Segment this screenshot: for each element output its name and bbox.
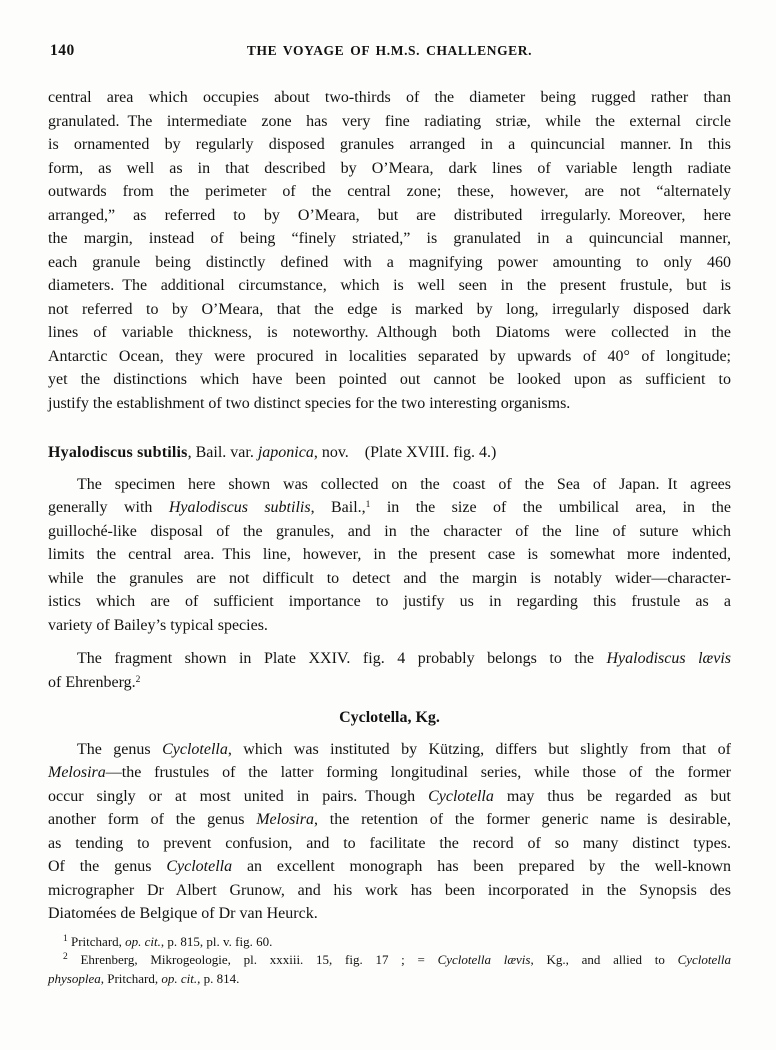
text-line: of Ehrenberg.$^2$	[48, 673, 141, 691]
text-line: while the granules are not difficult to detect and the margin is notably wider—character-	[48, 569, 731, 587]
text-line: lines of variable thickness, is noteworthy. Although both Diatoms were collected in the	[48, 324, 731, 341]
text-line: The fragment shown in Plate XXIV. fig. 4 probably belongs to the Hyalodiscus lævis	[77, 650, 732, 667]
page-body	[48, 86, 731, 926]
text-line: outwards from the perimeter of the central zone; these, however, are not “alternately	[48, 183, 731, 200]
text-line: istics which are of sufficient importance to justify us in regarding this frustule as a	[48, 593, 731, 610]
genus-paragraph	[48, 738, 731, 926]
text-line: Cyclotella, Kg.	[339, 709, 440, 726]
species-paragraph	[48, 473, 731, 638]
text-line: The specimen here shown was collected on the coast of the Sea of Japan. It agrees	[77, 475, 731, 493]
text-line: form, as well as in that described by O’Meara, dark lines of variable length radiate	[48, 159, 731, 177]
text-line: Of the genus Cyclotella an excellent monograph has been prepared by the well-known	[48, 858, 731, 875]
text-line: $^1$ Pritchard, op. cit., p. 815, pl. v. fig. 60.	[63, 933, 273, 949]
footnote-marker: 2	[135, 674, 141, 685]
footnote-marker: 1	[63, 933, 68, 944]
text-line: Hyalodiscus subtilis, Bail. var. japonica, nov. (Plate XVIII. fig. 4.)	[48, 444, 497, 461]
page-header	[48, 42, 731, 60]
text-line: the margin, instead of being “finely striated,” is granulated in a quincuncial manner,	[48, 230, 731, 247]
species-section-heading	[48, 441, 731, 465]
text-line: occur singly or at most united in pairs. Though Cyclotella may thus be regarded as but	[48, 787, 731, 805]
footnote-marker: 2	[63, 952, 68, 962]
text-line: limits the central area. This line, however, in the present case is somewhat more indented,	[48, 546, 731, 563]
text-line: central area which occupies about two-thirds of the diameter being rugged rather than	[48, 89, 731, 106]
text-line: another form of the genus Melosira, the retention of the former generic name is desirable,	[48, 811, 732, 828]
intro-paragraph	[48, 86, 731, 415]
text-line: physoplea, Pritchard, op. cit., p. 814.	[48, 970, 240, 986]
page-number: 140	[50, 42, 75, 59]
text-line: granulated. The intermediate zone has very fine radiating striæ, while the external circle	[48, 112, 731, 130]
text-line: Melosira—the frustules of the latter forming longitudinal series, while those of the former	[48, 764, 731, 781]
text-line: justify the establishment of two distinct species for the two interesting organisms.	[48, 394, 571, 412]
text-line: each granule being distinctly defined with a magnifying power amounting to only 460	[48, 253, 731, 271]
text-line: is ornamented by regularly disposed granules arranged in a quincuncial manner. In this	[48, 136, 731, 153]
text-line: guilloché-like disposal of the granules, and in the character of the line of suture which	[48, 522, 731, 540]
text-line: Diatomées de Belgique of Dr van Heurck.	[48, 905, 318, 922]
fragment-paragraph	[48, 647, 731, 694]
text-line: generally with Hyalodiscus subtilis, Bail.,$^1$ in the size of the umbilical area, in the	[48, 499, 732, 516]
text-line: Antarctic Ocean, they were procured in localities separated by upwards of 40° of longitude;	[48, 347, 731, 365]
text-line: The genus Cyclotella, which was instituted by Kützing, differs but slightly from that of	[77, 740, 732, 758]
text-line: as tending to prevent confusion, and to facilitate the record of so many distinct types.	[48, 834, 731, 852]
text-line: diameters. The additional circumstance, which is well seen in the present frustule, but is	[48, 277, 731, 294]
footnote-marker: 1	[365, 500, 371, 510]
footnote-1	[48, 933, 731, 952]
text-line: not referred to by O’Meara, that the edge is marked by long, irregularly disposed dark	[48, 300, 731, 318]
footnotes	[48, 933, 731, 989]
running-title: THE VOYAGE OF H.M.S. CHALLENGER.	[246, 43, 533, 58]
text-line: variety of Bailey’s typical species.	[48, 616, 268, 634]
text-line: yet the distinctions which have been pointed out cannot be looked upon as sufficient to	[48, 371, 731, 388]
text-line: micrographer Dr Albert Grunow, and his work has been incorporated in the Synopsis des	[48, 881, 731, 899]
genus-section-heading	[48, 706, 731, 730]
text-line: $^2$ Ehrenberg, Mikrogeologie, pl. xxxiii. 15, fig. 17 ; = Cyclotella lævis, Kg., and allied to Cyclotella	[63, 952, 731, 967]
text-line: arranged,” as referred to by O’Meara, but are distributed irregularly. Moreover, here	[48, 206, 731, 224]
footnote-2	[48, 951, 731, 988]
